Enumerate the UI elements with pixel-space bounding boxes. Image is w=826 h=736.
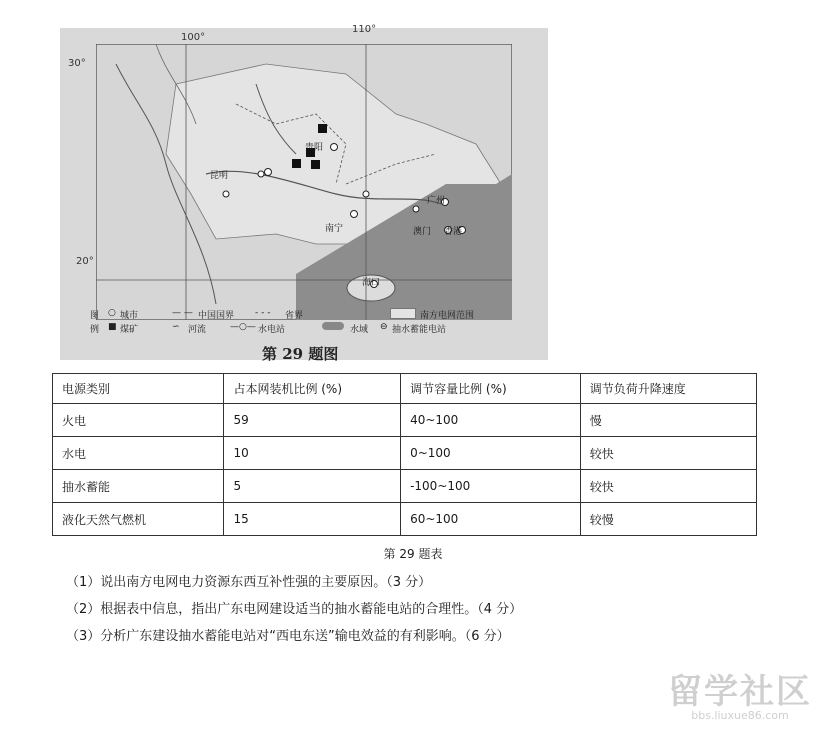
table-cell: 较快 [580, 470, 756, 503]
table-cell: 慢 [580, 404, 756, 437]
pumped-storage-marker-icon: ⊖ [380, 322, 388, 332]
province-line-icon: - - - [255, 308, 271, 318]
table-row [53, 437, 757, 470]
city-label-macau: 澳门 [413, 227, 432, 237]
table-cell: 60~100 [401, 503, 581, 536]
city-label-guiyang: 贵阳 [305, 143, 324, 153]
table-cell: 0~100 [401, 437, 581, 470]
table-header-cell: 占本网装机比例 (%) [224, 374, 401, 404]
question-3: （3）分析广东建设抽水蓄能电站对“西电东送”输电效益的有利影响。（6 分） [66, 629, 510, 644]
table-header-cell: 调节负荷升降速度 [580, 374, 756, 404]
legend-coal: 煤矿 [120, 325, 139, 335]
legend-river: 河流 [188, 325, 207, 335]
grid-range-swatch-icon [390, 308, 416, 319]
table-cell: 抽水蓄能 [53, 470, 224, 503]
table-cell: 15 [224, 503, 401, 536]
city-label-haikou: 海口 [362, 278, 381, 288]
latitude-30-label: 30° [68, 58, 86, 69]
city-label-nanning: 南宁 [325, 224, 344, 234]
legend-province: 省界 [285, 311, 304, 321]
legend-border: 中国国界 [198, 311, 235, 321]
map-drawing [96, 44, 512, 320]
legend-water: 水域 [350, 325, 369, 335]
water-swatch-icon [322, 322, 344, 330]
question-2: （2）根据表中信息，指出广东电网建设适当的抽水蓄能电站的合理性。（4 分） [66, 602, 523, 617]
coal-marker-icon: ■ [108, 322, 117, 332]
table-cell: 较慢 [580, 503, 756, 536]
legend-row2-label: 例 [90, 325, 100, 335]
city-label-kunming: 昆明 [210, 171, 229, 181]
power-source-table [52, 373, 757, 536]
city-label-hongkong: 香港 [444, 227, 463, 237]
border-line-icon: — — [172, 308, 193, 318]
table-caption: 第 29 题表 [383, 547, 443, 561]
table-header-cell: 电源类别 [53, 374, 224, 404]
table-cell: -100~100 [401, 470, 581, 503]
table-cell: 5 [224, 470, 401, 503]
watermark-url: bbs.liuxue86.com [691, 709, 789, 722]
table-row [53, 503, 757, 536]
site-watermark [668, 664, 812, 722]
table-row [53, 470, 757, 503]
table-cell: 液化天然气燃机 [53, 503, 224, 536]
table-header-row [53, 374, 757, 404]
hydro-marker-icon: —○— [230, 322, 256, 332]
legend-pumped: 抽水蓄能电站 [392, 325, 447, 335]
table-header-cell: 调节容量比例 (%) [401, 374, 581, 404]
table-row [53, 404, 757, 437]
river-line-icon: ∽ [172, 322, 180, 332]
table-cell: 火电 [53, 404, 224, 437]
city-label-guangzhou: 广州 [427, 196, 446, 206]
city-marker-icon: ○ [108, 308, 116, 318]
legend-grid-range: 南方电网范围 [420, 311, 475, 321]
table-cell: 较快 [580, 437, 756, 470]
longitude-110-label: 110° [352, 24, 377, 35]
legend-city: 城市 [120, 311, 139, 321]
table-cell: 40~100 [401, 404, 581, 437]
longitude-100-label: 100° [181, 32, 206, 43]
legend-row1-label: 图 [90, 311, 100, 321]
table-cell: 水电 [53, 437, 224, 470]
table-cell: 10 [224, 437, 401, 470]
table-cell: 59 [224, 404, 401, 437]
question-1: （1）说出南方电网电力资源东西互补性强的主要原因。（3 分） [66, 575, 432, 590]
watermark-logo-text: 留学社区 [668, 672, 812, 712]
latitude-20-label: 20° [76, 256, 94, 267]
map-caption: 第 29 题图 [262, 345, 339, 363]
legend-hydro: 水电站 [258, 325, 286, 335]
